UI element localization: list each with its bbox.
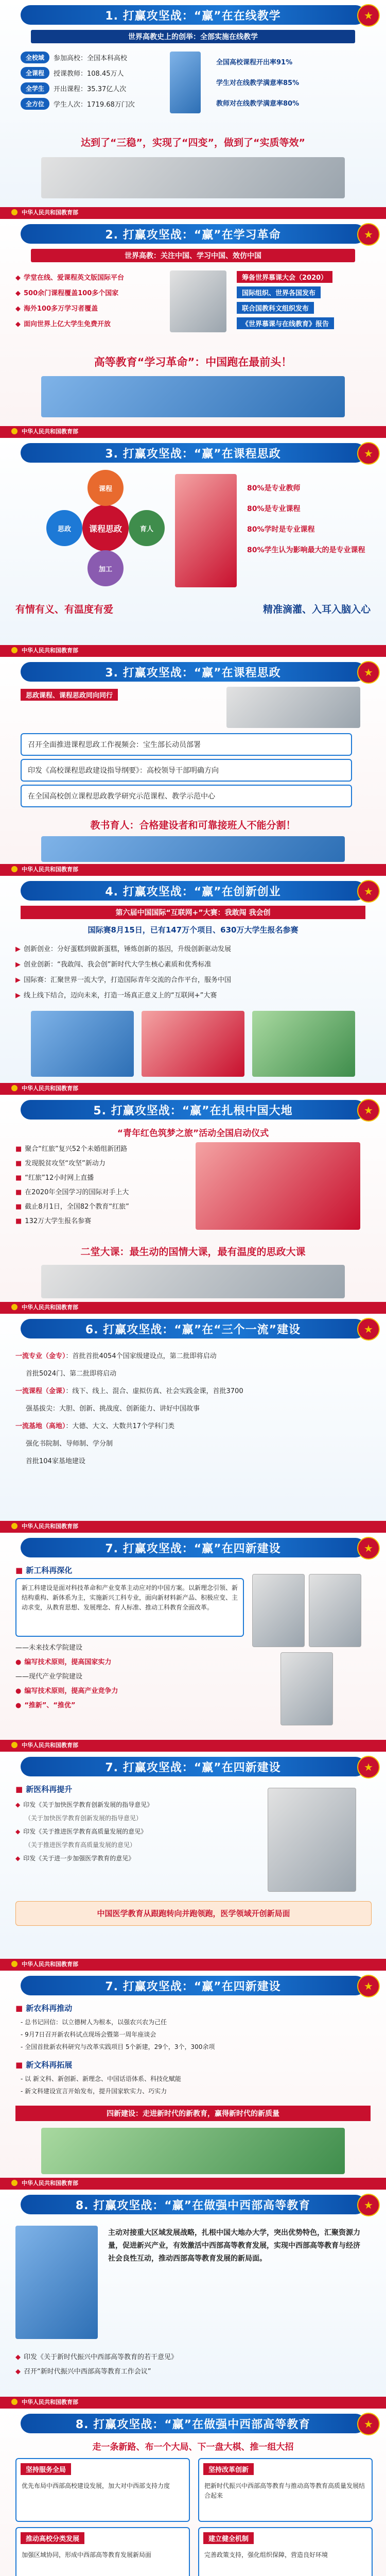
slide-1 [0, 0, 386, 219]
slogan-banner: 四新建设：走进新时代的新教育，赢得新时代的新质量 [15, 2106, 371, 2121]
para-text: 主动对接重大区域发展战略，扎根中国大地办大学，突出优势特色，汇聚资源力量，促进新兴产业，有效激活中西部高等教育发展，实现中西部高等教育与经济社会良性互动，推动西部高等教育发展的新局面。 [108, 2229, 360, 2263]
emblem-icon [11, 647, 17, 653]
contest-lead: 国际赛8月15日，已有147万个项目、630万大学生报名参赛 [87, 925, 299, 935]
list-item: （关于加快医学教育创新发展的指导意见） [25, 1815, 143, 1822]
emblem-icon [11, 209, 17, 215]
petal: 育人 [129, 510, 165, 546]
mooc-photo [170, 270, 226, 332]
slide-7 [0, 1314, 386, 1533]
footer [0, 1302, 386, 1312]
slide-12 [0, 2409, 386, 2576]
slide-title: 2. 打赢攻坚战：“赢”在学习革命 [21, 224, 365, 244]
footer-text: 中华人民共和国教育部 [22, 2399, 78, 2405]
stat-text: 开出课程：35.37亿人次 [54, 86, 127, 93]
document-image [252, 1574, 305, 1647]
stat-row [21, 52, 127, 63]
document-image [309, 1574, 361, 1647]
footer-text: 中华人民共和国教育部 [22, 1742, 78, 1749]
item-box: 印发《高校课程思政建设指导纲要》：高校领导干部明确方向 [21, 759, 352, 782]
emblem-icon [11, 1304, 17, 1310]
contest-banner: 第六届中国国际“互联网+”大赛：我敢闯 我会创 [21, 906, 365, 919]
national-emblem-icon: ★ [357, 223, 380, 246]
stat-text: 学生人次：1719.68万门次 [54, 101, 135, 109]
slide-banner: 世界高教史上的创举：全部实施在线教学 [31, 30, 355, 43]
national-emblem-icon: ★ [357, 1318, 380, 1341]
stat-label: 全课程 [21, 67, 49, 79]
slide-title: 6. 打赢攻坚战：“赢”在“三个一流”建设 [21, 1319, 365, 1338]
list-item: ■ 132万大学生报名参赛 [15, 1217, 92, 1225]
slide-8 [0, 1533, 386, 1752]
national-emblem-icon: ★ [357, 880, 380, 903]
meeting-list [15, 2350, 178, 2379]
footer-text: 中华人民共和国教育部 [22, 2180, 78, 2187]
contest-photo [31, 1011, 134, 1077]
list-item: ■ 截止8月1日，全国82个教育“红旅” [15, 1203, 129, 1211]
national-emblem-icon: ★ [357, 1099, 380, 1122]
emblem-icon [11, 1523, 17, 1529]
list-item: ● 编写技术原则，提高产业竞争力 [15, 1687, 118, 1695]
slide-banner: 世界高教：关注中国、学习中国、效仿中国 [31, 249, 355, 262]
list-item: 联合国教科文组织发布 [237, 301, 334, 317]
emblem-icon [11, 1961, 17, 1967]
list-item: 强化书院制、导师制、学分制 [26, 1440, 113, 1448]
stat-label: 全校域 [21, 52, 49, 63]
national-emblem-icon: ★ [357, 1756, 380, 1778]
right-list [237, 270, 334, 332]
list-item: - 全国首批新农科研究与改革实践项目 5个新建，29个，3个，300余项 [21, 2043, 215, 2050]
list-item: 一流专业（金专）：首批首批4054个国家级建设点，第二批即将启动 [15, 1352, 217, 1360]
rate-item: 全国高校课程开出率91% [216, 59, 293, 66]
list-item: （关于推进医学教育高质量发展的意见） [25, 1841, 136, 1849]
slide-title: 7. 打赢攻坚战：“赢”在四新建设 [21, 1757, 365, 1776]
slide-title: 3. 打赢攻坚战：“赢”在课程思政 [21, 662, 365, 682]
national-emblem-icon: ★ [357, 2194, 380, 2216]
list-item: ◆ 印发《关于推进医学教育高质量发展的意见》 [15, 1828, 147, 1835]
slide-3 [0, 438, 386, 657]
slide-5 [0, 876, 386, 1095]
list-item: 一流基地（高地）：大德、大文、大数共17个学科门类 [15, 1422, 175, 1430]
slide-title: 8. 打赢攻坚战：“赢”在做强中西部高等教育 [21, 2414, 365, 2433]
footer-text: 中华人民共和国教育部 [22, 866, 78, 873]
slide-6 [0, 1095, 386, 1314]
left-list [15, 270, 124, 332]
petal: 课程 [87, 470, 124, 506]
list-item: 首批104家基地建设 [26, 1458, 85, 1465]
liberal-arts-list [21, 2073, 181, 2097]
slide-title: 3. 打赢攻坚战：“赢”在课程思政 [21, 443, 365, 463]
list-item: - 9月7日召开新农科试点现场会暨第一周年座谈会 [21, 2031, 156, 2038]
list-item: ◆ 印发《关于加快医学教育创新发展的指导意见》 [15, 1801, 153, 1808]
national-emblem-icon: ★ [357, 1975, 380, 1997]
footer [0, 645, 386, 655]
slide-slogan: 二堂大课：最生动的国情大课，最有温度的思政大课 [80, 1246, 306, 1258]
farm-photo [41, 2128, 345, 2174]
section-head: ■ 新工科再深化 [15, 1566, 73, 1575]
slide-title: 7. 打赢攻坚战：“赢”在四新建设 [21, 1976, 365, 1995]
event-photo [41, 1265, 345, 1298]
list-item: ▶ 创新创业：分好蛋糕到做新蛋糕，锤炼创新的基因，升级创新驱动发展 [15, 945, 232, 953]
stat-row [21, 82, 126, 94]
footer-text: 中华人民共和国教育部 [22, 1523, 78, 1530]
list-item: ■ 在2020年全国学习的国际对手上大 [15, 1189, 129, 1196]
list-item: ◆ 海外100多万学习者覆盖 [15, 305, 98, 313]
document-image [268, 1788, 356, 1892]
list-item: ——未来技术学院建设 [15, 1644, 83, 1652]
list-item: ▶ 线上线下结合，迈向未来，打造一场真正意义上的“互联网+”大赛 [15, 992, 217, 999]
emblem-icon [11, 1742, 17, 1748]
list-item: ——现代产业学院建设 [15, 1673, 83, 1681]
footer [0, 2178, 386, 2188]
policy-cell: 坚持改革创新 把新时代振兴中西部高等教育与推动高等教育高质量发展结合起来 [198, 2458, 373, 2522]
list-item: ◆ 500余门课程覆盖100多个国家 [15, 290, 119, 297]
list-item: 《世界慕课与在线教育》报告 [237, 317, 334, 332]
list-item: 80%是专业课程 [247, 505, 301, 513]
policy-cell: 建立健全机制 完善政策支持，强化组织保障，营造良好环境 [198, 2527, 373, 2576]
stat-label: 全学生 [21, 82, 49, 94]
footer [0, 1740, 386, 1750]
slogan-right: 精准滴灌、入耳入脑入心 [262, 604, 371, 615]
footer [0, 1959, 386, 1969]
slide-10 [0, 1971, 386, 2190]
rate-item: 学生对在线教学满意率85% [216, 79, 300, 87]
students-photo [170, 52, 201, 113]
list-item: 80%是专业教师 [247, 484, 301, 493]
list-item: 强基拔尖：大胆、创新、挑战度、创新能力、讲好中国故事 [26, 1405, 200, 1413]
center-circle: 课程思政 [82, 505, 129, 551]
slide-title: 4. 打赢攻坚战：“赢”在创新创业 [21, 881, 365, 901]
rate-item: 教师对在线教学满意率80% [216, 100, 300, 108]
policy-list [15, 1798, 153, 1865]
contest-lines [15, 942, 231, 1004]
emblem-icon [11, 1085, 17, 1091]
list-item: ■ “红旅”12小时网上直播 [15, 1174, 94, 1182]
meeting-photo [226, 687, 360, 728]
slide-9 [0, 1752, 386, 1971]
footer-text: 中华人民共和国教育部 [22, 647, 78, 654]
list-item: 首批5024门、第二批即将启动 [26, 1370, 117, 1378]
event-subtitle: “青年红色筑梦之旅”活动全国启动仪式 [117, 1128, 269, 1139]
list-item: ◆ 面向世界上亿大学生免费开放 [15, 320, 111, 328]
list-item: ◆ 印发《关于新时代振兴中西部高等教育的若干意见》 [15, 2353, 178, 2361]
list-item: ◆ 召开“新时代振兴中西部高等教育工作会议” [15, 2368, 151, 2376]
list-item: 80%学生认为影响最大的是专业课程 [247, 546, 365, 554]
footer-text: 中华人民共和国教育部 [22, 428, 78, 435]
policy-cell: 坚持服务全局 优先布局中西部高校建设发展，加大对中西部支持力度 [15, 2458, 190, 2522]
ceremony-photo [196, 1142, 360, 1230]
campus-photo [41, 836, 345, 862]
section-head: ■ 新医科再提升 [15, 1785, 73, 1794]
list-item: ■ 聚合“红旅”复兴52个未婚组新团路 [15, 1145, 128, 1153]
document-image [280, 1652, 333, 1725]
slide-11 [0, 2190, 386, 2409]
stat-row [21, 98, 135, 110]
petal: 思政 [46, 510, 82, 546]
list-item: ● 编写技术原则，提高国家实力 [15, 1658, 112, 1666]
slide-slogan: 高等教育“学习革命”：中国跑在最前头！ [94, 356, 292, 368]
contest-photo [252, 1011, 355, 1077]
list-item: - 以 新文科、新创新、新理念、中国话语体系、科技化赋能 [21, 2075, 181, 2082]
slide-slogan: 走一条新路、布一个大局、下一盘大棋、推一组大招 [92, 2442, 294, 2452]
footer [0, 864, 386, 874]
students-photo [41, 376, 345, 417]
section-head: ■ 新文科再拓展 [15, 2060, 73, 2070]
agri-list [21, 2016, 215, 2053]
list-item: ▶ 国际赛：汇聚世界一流大学，打造国际青年交流的合作平台，服务中国 [15, 976, 232, 984]
list-item: 国际组织、世界各国发布 [237, 286, 334, 301]
stat-list [247, 478, 365, 561]
footer [0, 426, 386, 436]
contest-photo [142, 1011, 244, 1077]
footer-text: 中华人民共和国教育部 [22, 1304, 78, 1311]
policy-cell: 推动高校分类发展 加强区域协同，形成中西部高等教育发展新局面 [15, 2527, 190, 2576]
para-box: 新工科建设是面对科技革命和产业变革主动应对的中国方案。以新理念引领、新结构重构、新体系为主，实施新兴工科专业，面向新材料新产品、积极应变、主动求变，从教育思想、发展理念、育人标准、推动工科教育全面改革。 [15, 1578, 244, 1637]
emblem-icon [11, 866, 17, 872]
slogan-box: 中国医学教育从跟跑转向并跑领跑，医学领域开创新局面 [15, 1901, 372, 1926]
list-item: ◆ 学堂在线、爱课程英文版国际平台 [15, 274, 125, 282]
slide-title: 1. 打赢攻坚战：“赢”在在线教学 [21, 5, 365, 25]
rates-list [216, 53, 299, 114]
list-item: ■ 发现脱贫攻坚“攻坚”新动力 [15, 1160, 106, 1167]
footer-text: 中华人民共和国教育部 [22, 1085, 78, 1092]
petal: 加工 [87, 550, 124, 586]
slide-title: 7. 打赢攻坚战：“赢”在四新建设 [21, 1538, 365, 1557]
stat-label: 全方位 [21, 98, 49, 110]
slide-slogan: 教书育人：合格建设者和可靠接班人不能分割！ [90, 820, 296, 831]
slide-2 [0, 219, 386, 438]
list-item: - 新文科建设宣言开始发布，提升国家软实力、巧实力 [21, 2088, 167, 2095]
classroom-photo [41, 157, 345, 198]
slide-title: 8. 打赢攻坚战：“赢”在做强中西部高等教育 [21, 2195, 365, 2214]
footer-text: 中华人民共和国教育部 [22, 209, 78, 216]
national-emblem-icon: ★ [357, 442, 380, 465]
slide-4 [0, 657, 386, 876]
footer [0, 2397, 386, 2407]
stat-text: 授课教师：108.45万人 [54, 70, 124, 78]
list-item: ● “推新”、“推优” [15, 1702, 76, 1709]
list-item: 80%学时是专业课程 [247, 526, 315, 534]
slide-slogan: 达到了“三稳”，实现了“四变”，做到了“实质等效” [81, 137, 305, 148]
emblem-icon [11, 428, 17, 434]
stat-row [21, 67, 124, 79]
detail-list [15, 1641, 118, 1713]
section-tag: 思政课程、课程思政同向同行 [21, 689, 118, 701]
emblem-icon [11, 2399, 17, 2405]
footer [0, 207, 386, 217]
footer-text: 中华人民共和国教育部 [22, 1961, 78, 1968]
national-emblem-icon: ★ [357, 2413, 380, 2435]
emblem-icon [11, 2180, 17, 2186]
first-class-list [15, 1348, 243, 1470]
teacher-photo [175, 474, 237, 587]
item-box: 在全国高校创立课程思政教学研究示范课程、教学示范中心 [21, 785, 352, 807]
item-box: 召开全面推进课程思政工作视频会：宝生部长动员部署 [21, 733, 352, 756]
map-image [15, 2226, 98, 2339]
list-item: - 总书记回信：以立德树人为根本，以强农兴农为己任 [21, 2019, 167, 2026]
national-emblem-icon: ★ [357, 1537, 380, 1560]
event-list [15, 1142, 129, 1229]
section-head: ■ 新农科再推动 [15, 2004, 73, 2013]
national-emblem-icon: ★ [357, 661, 380, 684]
slide-title: 5. 打赢攻坚战：“赢”在扎根中国大地 [21, 1100, 365, 1120]
list-item: 一流课程（金课）：线下、线上、混合、虚拟仿真、社会实践金课，首批3700 [15, 1387, 243, 1395]
slogan-left: 有情有义、有温度有爱 [15, 604, 114, 615]
stat-text: 参加高校：全国本科高校 [54, 55, 128, 62]
list-item: ▶ 创业创新：“我敢闯、我会创”新时代大学生核心素质和优秀标准 [15, 961, 212, 969]
list-item: ◆ 印发《关于进一步加强医学教育的意见》 [15, 1855, 135, 1862]
national-emblem-icon: ★ [357, 4, 380, 27]
footer [0, 1521, 386, 1531]
footer [0, 1083, 386, 1093]
list-item: 筹备世界慕课大会（2020） [237, 270, 334, 286]
